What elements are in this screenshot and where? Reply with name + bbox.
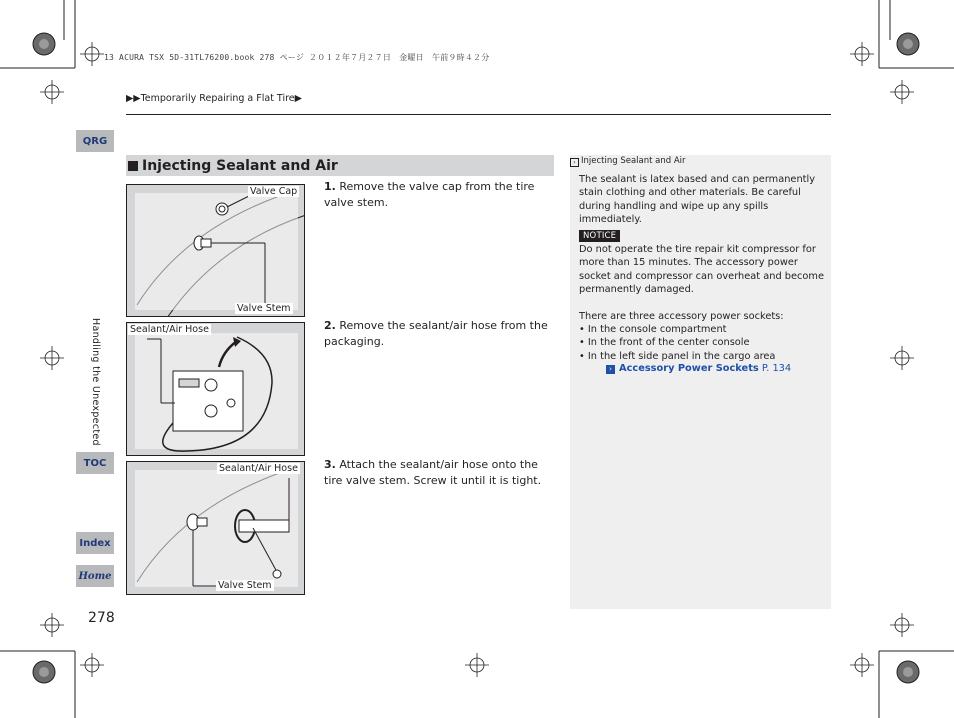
chapter-label: Handling the Unexpected <box>90 318 101 446</box>
link-arrow-icon: › <box>606 365 615 374</box>
figure-sealant-hose <box>126 322 305 456</box>
header-divider <box>126 114 831 115</box>
ref-title: Accessory Power Sockets <box>619 363 759 374</box>
toc-button[interactable]: TOC <box>76 452 114 474</box>
valve-cap-label: Valve Cap <box>250 186 298 197</box>
print-header: 13 ACURA TSX 5D-31TL76200.book 278 ページ ２０１２年７月２７日 金曜日 午前９時４２分 <box>104 53 490 62</box>
step-text: Attach the sealant/air hose onto the tire valve stem. Screw it until it is tight. <box>324 458 542 487</box>
sockets-list <box>579 323 775 363</box>
step-number: 3. <box>324 458 336 471</box>
reference-arrow-icon: › <box>570 158 579 167</box>
valve-cap-illustration <box>127 185 305 317</box>
ref-page: P. 134 <box>761 363 792 374</box>
notice-text: Do not operate the tire repair kit compressor for more than 15 minutes. The accessory power socket and compressor can overheat and become permanently damaged. <box>579 244 824 296</box>
page-number: 278 <box>88 610 115 626</box>
figure-attach-hose <box>126 461 305 595</box>
step-3 <box>324 457 552 489</box>
list-item: • In the front of the center console <box>579 337 750 349</box>
home-button[interactable] <box>76 565 114 587</box>
list-item: • In the console compartment <box>579 324 727 335</box>
sidebar-title <box>570 156 686 167</box>
step-text: Remove the sealant/air hose from the packaging. <box>324 319 548 348</box>
figure-valve-cap <box>126 184 305 317</box>
section-title: Injecting Sealant and Air <box>142 157 338 174</box>
home-label: Home <box>78 570 112 582</box>
step-1 <box>324 179 552 211</box>
breadcrumb[interactable]: ▶▶Temporarily Repairing a Flat Tire▶ <box>126 93 302 104</box>
list-item: • In the left side panel in the cargo area <box>579 350 776 362</box>
qrg-button[interactable]: QRG <box>76 130 114 152</box>
sealant-hose-illustration <box>127 323 305 456</box>
index-button[interactable]: Index <box>76 532 114 554</box>
step-text: Remove the valve cap from the tire valve stem. <box>324 180 535 209</box>
sealant-hose-label-2: Sealant/Air Hose <box>219 463 298 474</box>
attach-hose-illustration <box>127 462 305 595</box>
sockets-intro: There are three accessory power sockets: <box>579 311 784 322</box>
accessory-power-sockets-link[interactable] <box>606 363 791 374</box>
valve-stem-label: Valve Stem <box>237 303 291 314</box>
step-number: 2. <box>324 319 336 332</box>
valve-stem-label-2: Valve Stem <box>218 580 272 591</box>
sidebar-intro: The sealant is latex based and can permanently stain clothing and other materials. Be careful during handling and wipe up any spills immediately. <box>579 174 816 226</box>
step-2 <box>324 318 552 350</box>
step-number: 1. <box>324 180 336 193</box>
section-heading <box>126 155 554 176</box>
sidebar-title-text: Injecting Sealant and Air <box>581 156 686 166</box>
section-square-icon <box>128 161 138 171</box>
sealant-hose-label: Sealant/Air Hose <box>130 324 209 335</box>
notice-badge: NOTICE <box>579 230 620 242</box>
